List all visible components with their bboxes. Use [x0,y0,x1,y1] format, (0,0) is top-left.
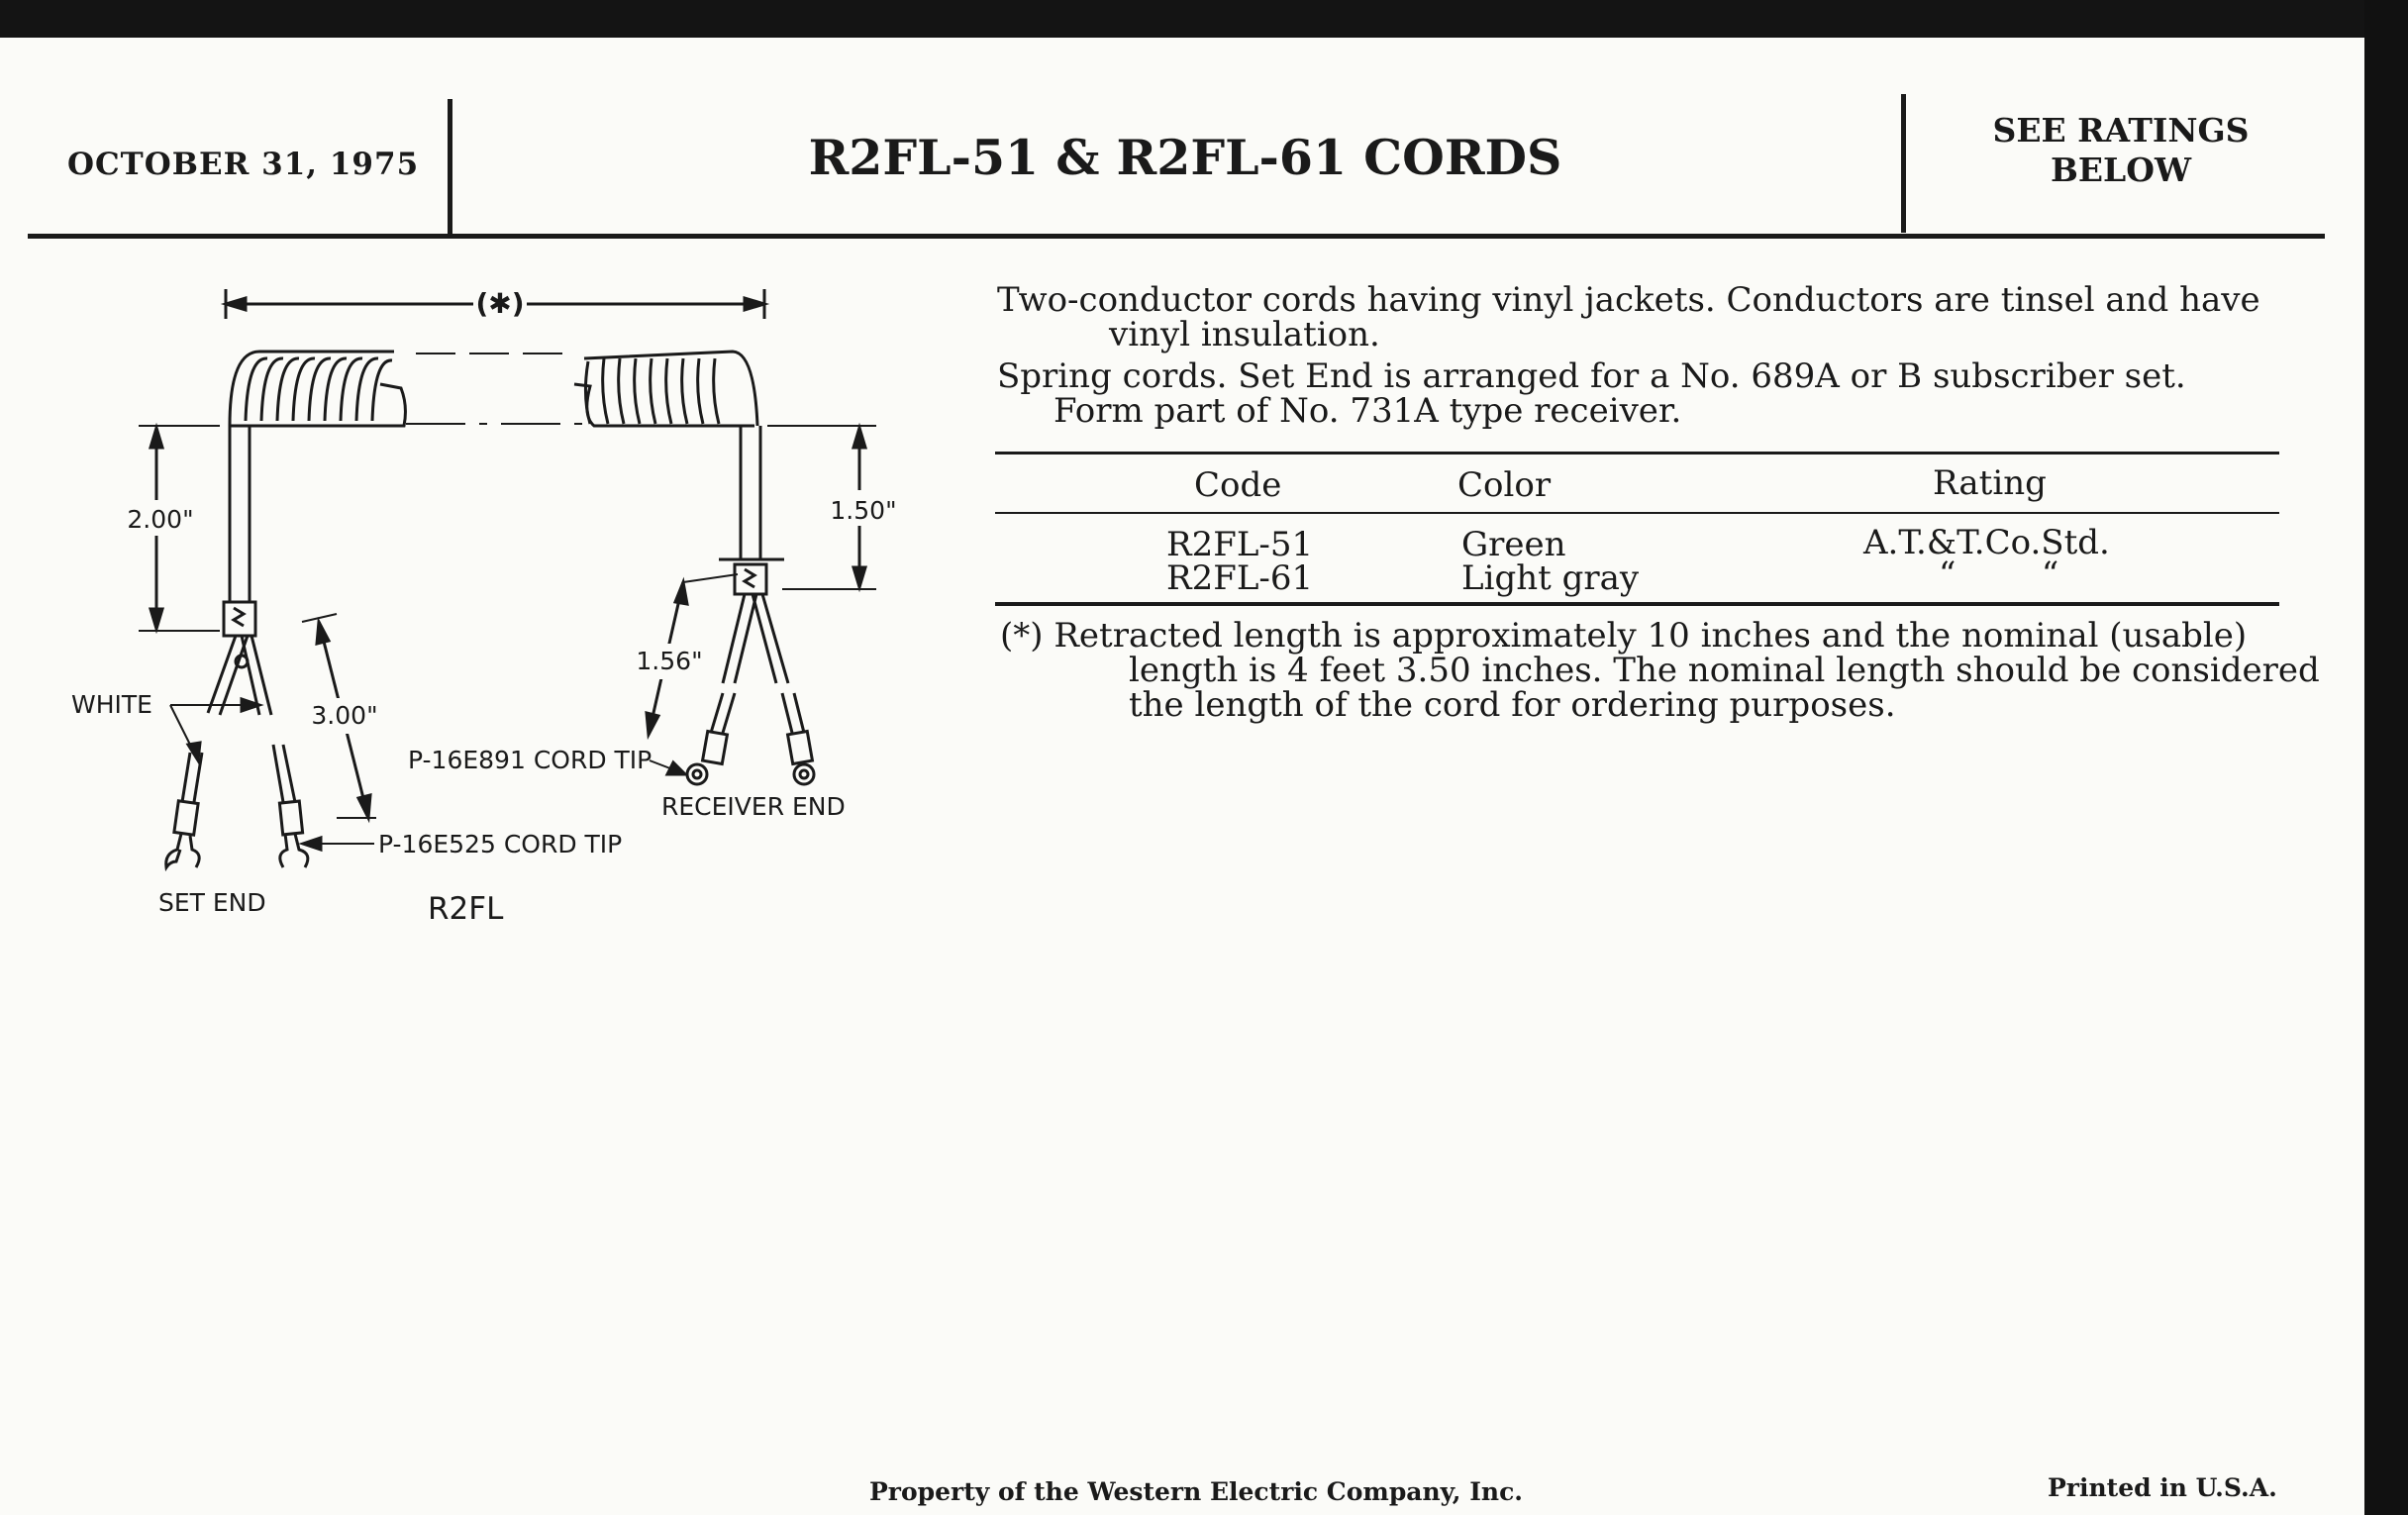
footnote-line: (*) Retracted length is approximately 10 inches and the nominal (usable) [1000,616,2248,656]
spade-tip [280,834,308,867]
table-header-code: Code [1194,465,1282,505]
cord-diagram [0,0,990,951]
arrowhead [317,622,329,644]
set-end-label: SET END [158,888,266,917]
dim-label-1-50: 1.50" [830,496,897,525]
receiver-end-label: RECEIVER END [661,792,846,821]
set-end-tip-sleeve [279,801,302,835]
table-cell-rating: “ “ [1939,555,2059,594]
arrowhead [303,838,321,850]
scan-edge [2364,0,2408,1515]
table-header-color: Color [1457,465,1552,505]
table-cell-rating: A.T.&T.Co.Std. [1863,523,2110,562]
receiver-tip-sleeve [703,731,728,763]
right-conductor-a [723,594,745,683]
set-end-lead [283,745,295,802]
dim-label-3-00: 3.00" [311,701,378,730]
spade-tip [166,834,199,867]
see-ratings-note [1943,111,2299,190]
description-line: Two-conductor cords having vinyl jackets. Conductors are tinsel and have [997,280,2260,320]
p16e891-label: P-16E891 CORD TIP [408,746,652,774]
ext-line [683,574,738,582]
ring-tip-hole [800,770,808,778]
left-strain-relief-mark [234,608,244,626]
footer-property: Property of the Western Electric Company, Inc. [869,1477,1524,1506]
set-end-lead [273,745,283,802]
arrowhead [358,795,370,818]
arrowhead [150,609,162,629]
length-marker: (✱) [475,287,525,320]
model-label: R2FL [428,891,504,927]
table-cell-code: R2FL-61 [1166,558,1314,598]
arrowhead [853,428,865,448]
right-strain-relief-mark [745,569,754,587]
table-rule-top [995,452,2279,454]
arrowhead [667,762,685,774]
see-ratings-line1: SEE RATINGS [1992,111,2250,150]
header-divider-right [1901,94,1906,233]
see-ratings-line2: BELOW [2050,151,2192,189]
right-conductor-b [762,594,788,683]
arrowhead [647,713,658,735]
arrowhead [745,298,764,310]
ring-tip [794,764,814,784]
description-line: Form part of No. 731A type receiver. [1054,391,1682,431]
left-coil [230,352,405,426]
description-line: vinyl insulation. [1109,315,1380,354]
dim-label-2-00: 2.00" [127,505,194,534]
table-cell-color: Green [1461,525,1566,564]
description-line: Spring cords. Set End is arranged for a No. 689A or B subscriber set. [997,356,2186,396]
arrowhead [226,298,246,310]
arrowhead [150,428,162,448]
footnote-line: length is 4 feet 3.50 inches. The nominal length should be considered [1129,651,2320,690]
receiver-lead [794,693,804,733]
ring-tip [687,764,707,784]
ring-tip-hole [693,770,701,778]
receiver-lead [711,693,723,733]
p16e525-label: P-16E525 CORD TIP [378,830,623,858]
arrowhead [853,567,865,587]
left-strain-relief [224,602,255,636]
footnote-line: the length of the cord for ordering purposes. [1129,685,1896,725]
table-header-rating: Rating [1933,463,2047,503]
receiver-tip-sleeve [788,731,813,763]
receiver-lead [782,693,792,733]
footer-printed: Printed in U.S.A. [2048,1473,2277,1502]
right-conductor-b [752,594,776,683]
table-cell-code: R2FL-51 [1166,525,1314,564]
table-cell-color: Light gray [1461,558,1640,598]
right-coil [574,352,757,426]
receiver-lead [723,693,735,733]
left-conductor-a [208,636,236,713]
dim-label-1-56: 1.56" [636,647,703,675]
set-end-tip-sleeve [174,801,198,835]
table-rule-header [995,512,2279,514]
date: OCTOBER 31, 1975 [67,147,420,182]
white-label: WHITE [71,690,152,719]
page-title: R2FL-51 & R2FL-61 CORDS [808,129,1562,186]
set-end-lead [182,753,190,802]
table-rule-bottom [995,602,2279,606]
right-conductor-a [735,594,756,683]
arrowhead [675,582,687,604]
